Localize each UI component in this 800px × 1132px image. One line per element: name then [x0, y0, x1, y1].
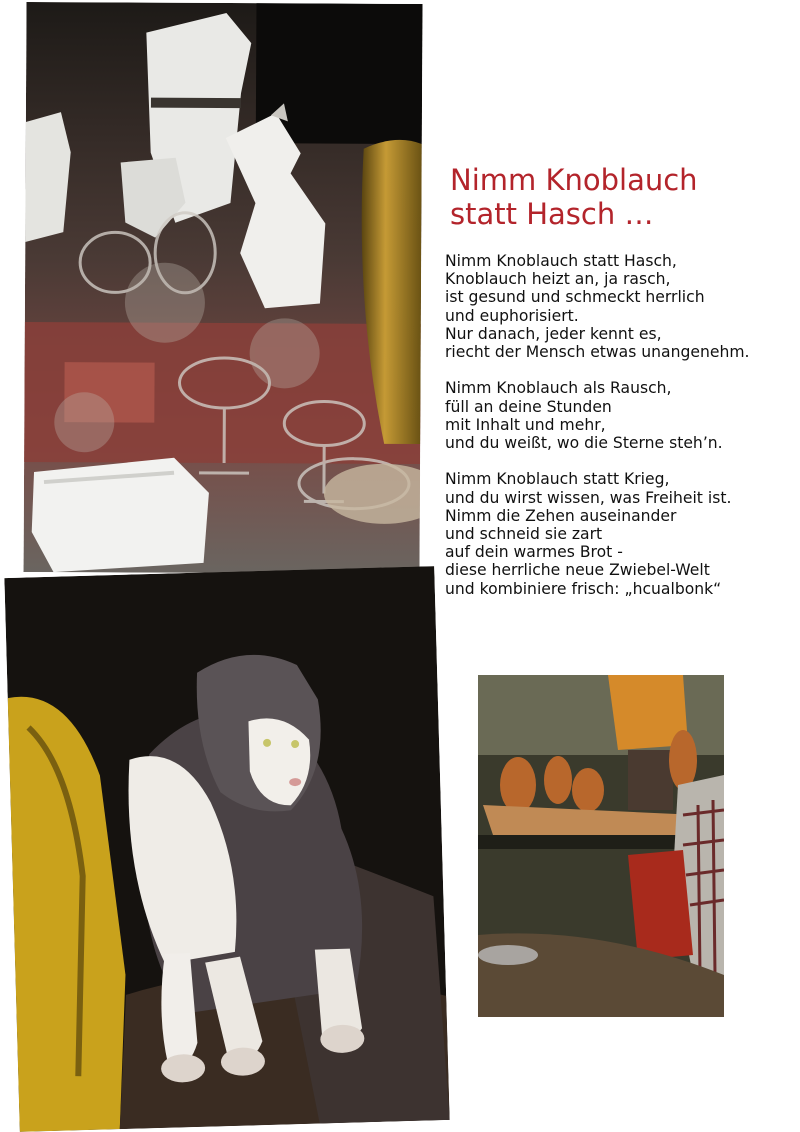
poem-line: und du wirst wissen, was Freiheit ist.	[445, 488, 732, 507]
stanza-2	[445, 379, 790, 452]
poem-line: und du weißt, wo die Sterne steh’n.	[445, 434, 723, 453]
poem-line: diese herrliche neue Zwiebel-Welt	[445, 561, 710, 580]
poem-line: Nimm Knoblauch statt Krieg,	[445, 470, 670, 489]
title-line-1: Nimm Knoblauch	[450, 163, 698, 197]
market-stall-photo	[478, 675, 724, 1017]
poem-line: und schneid sie zart	[445, 525, 603, 544]
poem-line: ist gesund und schmeckt herrlich	[445, 288, 705, 307]
stanza-1	[445, 252, 790, 361]
poem-line: füll an deine Stunden	[445, 397, 612, 416]
flea-market-glassware-photo	[24, 2, 423, 574]
poem-line: Nimm Knoblauch als Rausch,	[445, 379, 672, 398]
cat-photo	[4, 566, 449, 1132]
stanza-3	[445, 470, 790, 597]
poem-line: Nimm die Zehen auseinander	[445, 506, 677, 525]
poem-line: und kombiniere frisch: „hcualbonk“	[445, 579, 722, 598]
glassware-illustration	[24, 2, 423, 574]
poem-line: auf dein warmes Brot -	[445, 543, 623, 562]
market-illustration	[478, 675, 724, 1017]
poem-line: und euphorisiert.	[445, 306, 579, 325]
poem-body	[445, 252, 790, 616]
poem-line: Knoblauch heizt an, ja rasch,	[445, 270, 671, 289]
title-line-2: statt Hasch …	[450, 197, 654, 231]
poem-line: mit Inhalt und mehr,	[445, 415, 606, 434]
poem-title	[450, 163, 770, 231]
cat-illustration	[4, 566, 449, 1132]
poem-line: Nur danach, jeder kennt es,	[445, 324, 662, 343]
poem-line: Nimm Knoblauch statt Hasch,	[445, 252, 677, 270]
poem-line: riecht der Mensch etwas unangenehm.	[445, 343, 750, 362]
